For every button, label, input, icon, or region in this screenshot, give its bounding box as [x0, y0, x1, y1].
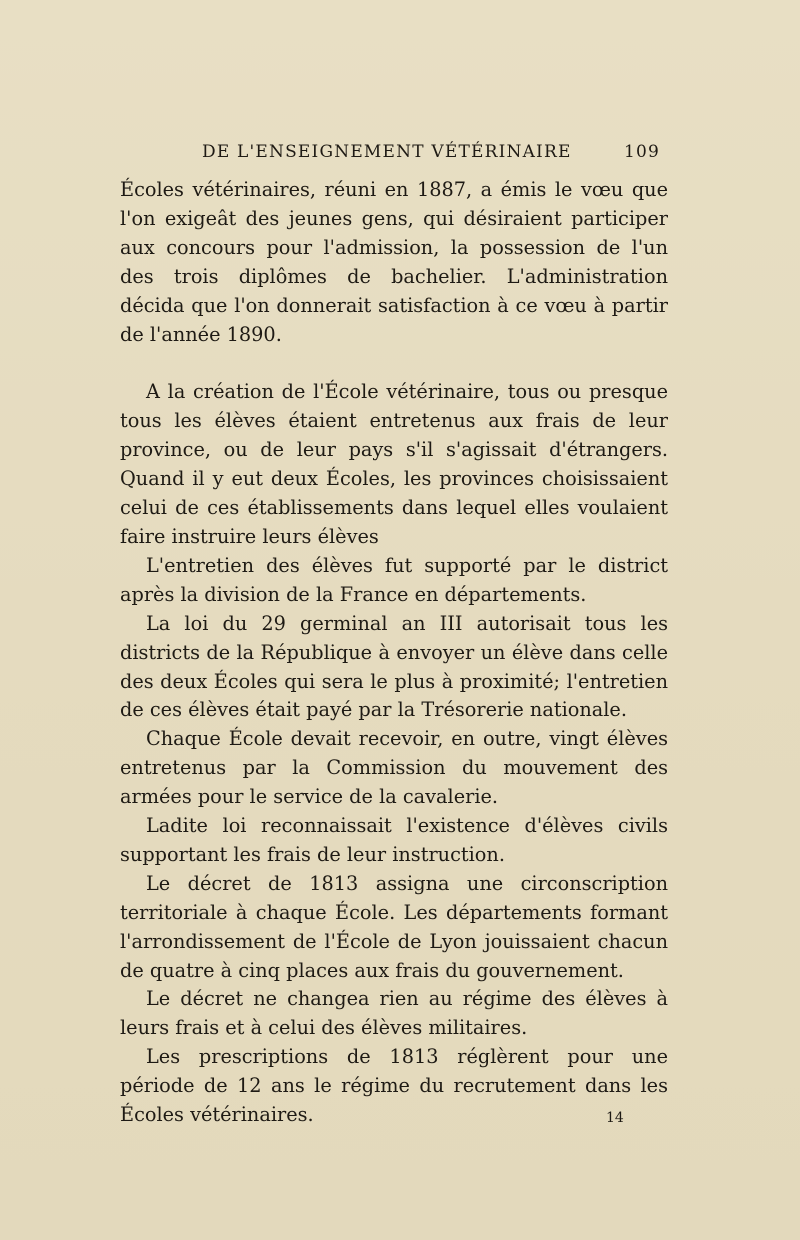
paragraph-continuation: Écoles vétérinaires, réuni en 1887, a émis le vœu que l'on exigeât des jeunes gens, qui désiraient participer aux concours pour l'admission, la possession de l'un des trois diplômes de bachelier. L'administration décida que l'on donnerait satisfaction à ce vœu à partir de l'année 1890.: [120, 178, 668, 346]
paragraph: Ladite loi reconnaissait l'existence d'élèves civils supportant les frais de leur instruction.: [120, 814, 668, 866]
paragraph: La loi du 29 germinal an III autorisait tous les districts de la République à envoyer un élève dans celle des deux Écoles qui sera le plus à proximité; l'entretien de ces élèves était payé par la Trésorerie nationale.: [120, 611, 668, 722]
paragraph: Le décret de 1813 assigna une circonscription territoriale à chaque École. Les départements formant l'arrondissement de l'École de Lyon jouissaient chacun de quatre à cinq places aux frais du gouvernement.: [120, 871, 668, 982]
paragraph: A la création de l'École vétérinaire, tous ou presque tous les élèves étaient entretenus aux frais de leur province, ou de leur pays s'il s'agissait d'étrangers. Quand il y eut deux Écoles, les provinces choisissaient celui de ces établissements dans lequel elles voulaient faire instruire leurs élèves: [120, 380, 668, 548]
paragraph: L'entretien des élèves fut supporté par le district après la division de la France en départements.: [120, 553, 668, 606]
paragraph: Les prescriptions de 1813 réglèrent pour une période de 12 ans le régime du recrutement dans les Écoles vétérinaires.: [120, 1045, 668, 1127]
page-number: 109: [623, 142, 660, 162]
signature-mark: 14: [606, 1110, 624, 1126]
page-header: [120, 142, 660, 168]
running-title: DE L'ENSEIGNEMENT VÉTÉRINAIRE: [202, 142, 572, 162]
body-text: [120, 176, 668, 1130]
paragraph: Chaque École devait recevoir, en outre, vingt élèves entretenus par la Commission du mouvement des armées pour le service de la cavalerie.: [120, 727, 668, 809]
paragraph: Le décret ne changea rien au régime des élèves à leurs frais et à celui des élèves militaires.: [120, 987, 668, 1040]
